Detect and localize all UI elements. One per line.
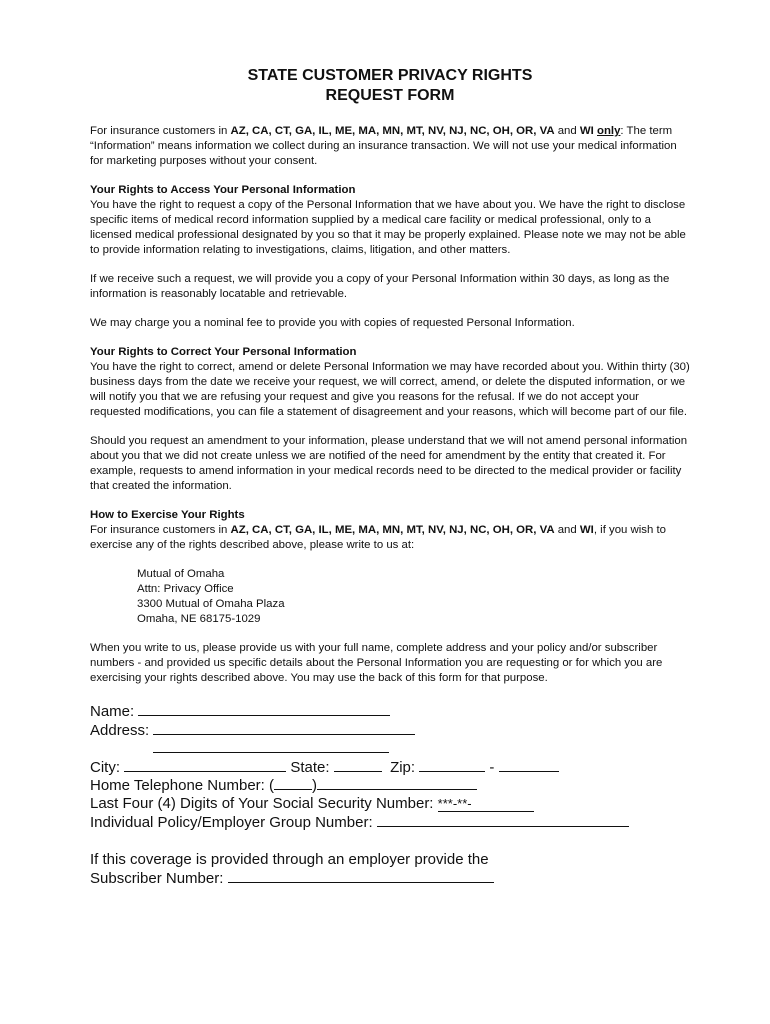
ssn-mask: ***-**-: [437, 795, 472, 811]
zip-label: Zip:: [390, 758, 416, 776]
intro-only: only: [597, 125, 621, 137]
access-heading: Your Rights to Access Your Personal Information: [90, 184, 356, 196]
policy-label: Individual Policy/Employer Group Number:: [90, 813, 373, 831]
exercise-heading: How to Exercise Your Rights: [90, 509, 245, 521]
address-row-2: [90, 739, 690, 758]
intro-rest: : The term “Information” means information we collect during an insurance transaction. We will not use your medical information for marketing purposes without your consent.: [90, 125, 677, 167]
address-field-1[interactable]: [153, 721, 415, 735]
phone-label: Home Telephone Number: (: [90, 777, 274, 795]
spacer: [90, 831, 690, 851]
exercise-wi: WI: [579, 524, 594, 536]
address-field-2[interactable]: [153, 739, 389, 753]
state-field[interactable]: [334, 758, 382, 772]
ssn-label: Last Four (4) Digits of Your Social Security Number:: [90, 794, 434, 812]
exercise-states: AZ, CA, CT, GA, IL, ME, MA, MN, MT, NV, NJ, NC, OH, OR, VA: [230, 524, 555, 536]
exercise-prefix: For insurance customers in: [90, 524, 231, 536]
correct-p2: Should you request an amendment to your information, please understand that we will not amend personal information about you that we did not create unless we are notified of the need for amendment by the entity that created it. For example, requests to amend information in your medical records need to be directed to the medical provider or facility that created the information.: [90, 435, 688, 492]
request-form: [90, 702, 690, 887]
area-code-field[interactable]: [274, 776, 312, 790]
subscriber-label: Subscriber Number:: [90, 869, 224, 887]
correct-heading: Your Rights to Correct Your Personal Information: [90, 346, 357, 358]
ssn-row: [90, 795, 690, 813]
address-line-2: Attn: Privacy Office: [137, 583, 234, 595]
mailing-address: [137, 567, 690, 627]
city-state-zip-row: [90, 758, 690, 777]
intro-states: AZ, CA, CT, GA, IL, ME, MA, MN, MT, NV, NJ, NC, OH, OR, VA: [230, 125, 555, 137]
phone-close-paren: ): [311, 777, 317, 795]
policy-number-field[interactable]: [377, 813, 629, 827]
phone-number-field[interactable]: [317, 776, 477, 790]
title-line-2: REQUEST FORM: [325, 87, 455, 104]
name-label: Name:: [90, 703, 135, 720]
exercise-and: and: [554, 524, 580, 536]
intro-wi: WI: [579, 125, 594, 137]
address-line-4: Omaha, NE 68175-1029: [137, 613, 261, 625]
correct-p1: You have the right to correct, amend or delete Personal Information we may have recorded about you. Within thirty (30) business days from the date we receive your request, we will correct, amend, or delete the disputed information, or we will notify you that we are refusing your request and give you reasons for the refusal. If we do not accept your requested modifications, you can file a statement of disagreement and your reasons, which will become part of our file.: [90, 361, 690, 418]
city-field[interactable]: [124, 758, 286, 772]
name-row: [90, 702, 690, 721]
exercise-rest: , if you wish to exercise any of the rights described above, please write to us at:: [90, 524, 666, 551]
state-label: State:: [290, 758, 330, 776]
access-p3: We may charge you a nominal fee to provide you with copies of requested Personal Information.: [90, 317, 575, 329]
correct-section: [90, 345, 690, 420]
zip-field[interactable]: [419, 758, 485, 772]
ssn-field[interactable]: [438, 797, 534, 812]
policy-row: [90, 813, 690, 832]
city-label: City:: [90, 758, 120, 776]
address-row: [90, 721, 690, 740]
page-title: [90, 66, 690, 106]
intro-paragraph: [90, 124, 690, 169]
access-section: [90, 183, 690, 258]
access-p1: You have the right to request a copy of the Personal Information that we have about you. We have the right to disclose specific items of medical record information supplied by a medical care facility or medical professional, only to a licensed medical professional designated by you so that it may be properly explained. Please note we may not be able to provide information relating to investigations, claims, litigation, and other matters.: [90, 199, 686, 256]
address-label: Address:: [90, 721, 150, 739]
instructions-paragraph: When you write to us, please provide us with your full name, complete address and your policy and/or subscriber numbers - and provided us specific details about the Personal Information you are requesting or for which you are exercising your rights described above. You may use the back of this form for that purpose.: [90, 642, 663, 684]
intro-prefix: For insurance customers in: [90, 125, 231, 137]
address-line-1: Mutual of Omaha: [137, 568, 225, 580]
address-line-3: 3300 Mutual of Omaha Plaza: [137, 598, 285, 610]
access-p2: If we receive such a request, we will provide you a copy of your Personal Information within 30 days, as long as the information is reasonably locatable and retrievable.: [90, 273, 670, 300]
subscriber-number-field[interactable]: [228, 869, 494, 883]
intro-and: and: [554, 125, 580, 137]
phone-row: [90, 776, 690, 795]
privacy-form-page: [90, 66, 690, 887]
zip-separator: -: [489, 758, 495, 776]
exercise-section: [90, 508, 690, 553]
employer-note: If this coverage is provided through an employer provide the: [90, 851, 489, 869]
name-field[interactable]: [138, 702, 390, 716]
zip-extension-field[interactable]: [499, 758, 559, 772]
subscriber-row: [90, 869, 690, 888]
title-line-1: STATE CUSTOMER PRIVACY RIGHTS: [247, 67, 533, 84]
